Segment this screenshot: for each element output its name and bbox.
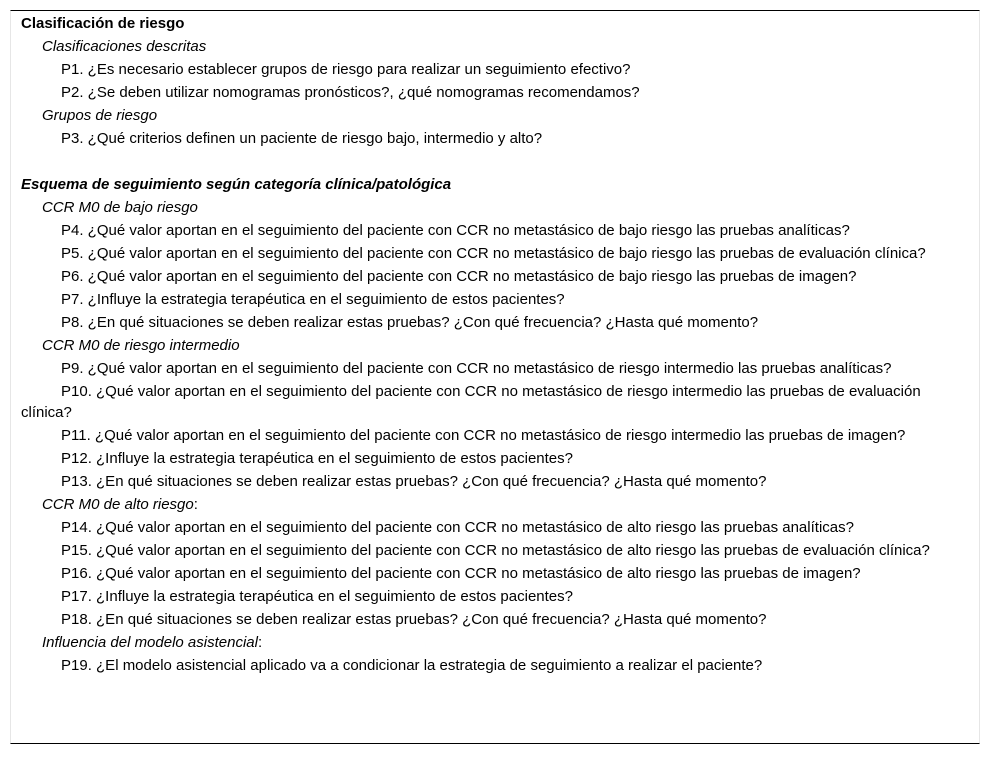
question-p3: P3. ¿Qué criterios definen un paciente de riesgo bajo, intermedio y alto? [61,130,543,147]
subsection-intermediate-risk: CCR M0 de riesgo intermedio [42,337,240,354]
spacer [21,150,961,173]
question-p2: P2. ¿Se deben utilizar nomogramas pronósticos?, ¿qué nomogramas recomendamos? [61,84,640,101]
subsection-described-classifications: Clasificaciones descritas [42,38,207,55]
section-title-risk-classification: Clasificación de riesgo [21,15,185,32]
section-title-follow-up-scheme: Esquema de seguimiento según categoría clínica/patológica [21,176,452,193]
question-p9: P9. ¿Qué valor aportan en el seguimiento del paciente con CCR no metastásico de riesgo intermedio las pruebas analíticas? [61,360,892,377]
question-p19: P19. ¿El modelo asistencial aplicado va a condicionar la estrategia de seguimiento a realizar el paciente? [61,657,763,674]
questions-content [21,12,961,677]
question-p12: P12. ¿Influye la estrategia terapéutica en el seguimiento de estos pacientes? [61,450,573,467]
question-p6: P6. ¿Qué valor aportan en el seguimiento del paciente con CCR no metastásico de bajo riesgo las pruebas de imagen? [61,268,857,285]
subsection-high-risk-label: CCR M0 de alto riesgo [42,496,194,513]
question-p14: P14. ¿Qué valor aportan en el seguimiento del paciente con CCR no metastásico de alto riesgo las pruebas analíticas? [61,519,854,536]
subsection-care-model-colon: : [257,634,263,651]
question-p4: P4. ¿Qué valor aportan en el seguimiento del paciente con CCR no metastásico de bajo riesgo las pruebas analíticas? [61,222,850,239]
subsection-low-risk: CCR M0 de bajo riesgo [42,199,198,216]
subsection-high-risk-colon: : [193,496,198,513]
subsection-care-model-label: Influencia del modelo asistencial [42,634,258,651]
question-p17: P17. ¿Influye la estrategia terapéutica en el seguimiento de estos pacientes? [61,588,573,605]
subsection-care-model [21,631,961,654]
question-p7: P7. ¿Influye la estrategia terapéutica en el seguimiento de estos pacientes? [61,291,565,308]
question-p10: P10. ¿Qué valor aportan en el seguimiento del paciente con CCR no metastásico de riesgo intermedio las pruebas de evaluación clínica? [21,383,921,421]
question-p8: P8. ¿En qué situaciones se deben realizar estas pruebas? ¿Con qué frecuencia? ¿Hasta qué momento? [61,314,759,331]
subsection-risk-groups: Grupos de riesgo [42,107,158,124]
question-p13: P13. ¿En qué situaciones se deben realizar estas pruebas? ¿Con qué frecuencia? ¿Hasta qué momento? [61,473,767,490]
question-p18: P18. ¿En qué situaciones se deben realizar estas pruebas? ¿Con qué frecuencia? ¿Hasta qué momento? [61,611,767,628]
question-p5: P5. ¿Qué valor aportan en el seguimiento del paciente con CCR no metastásico de bajo riesgo las pruebas de evaluación clínica? [61,245,926,262]
question-p1: P1. ¿Es necesario establecer grupos de riesgo para realizar un seguimiento efectivo? [61,61,631,78]
question-p15: P15. ¿Qué valor aportan en el seguimiento del paciente con CCR no metastásico de alto riesgo las pruebas de evaluación clínica? [61,542,930,559]
question-p11: P11. ¿Qué valor aportan en el seguimiento del paciente con CCR no metastásico de riesgo intermedio las pruebas de imagen? [61,427,906,444]
question-p16: P16. ¿Qué valor aportan en el seguimiento del paciente con CCR no metastásico de alto riesgo las pruebas de imagen? [61,565,861,582]
subsection-high-risk [21,493,961,516]
